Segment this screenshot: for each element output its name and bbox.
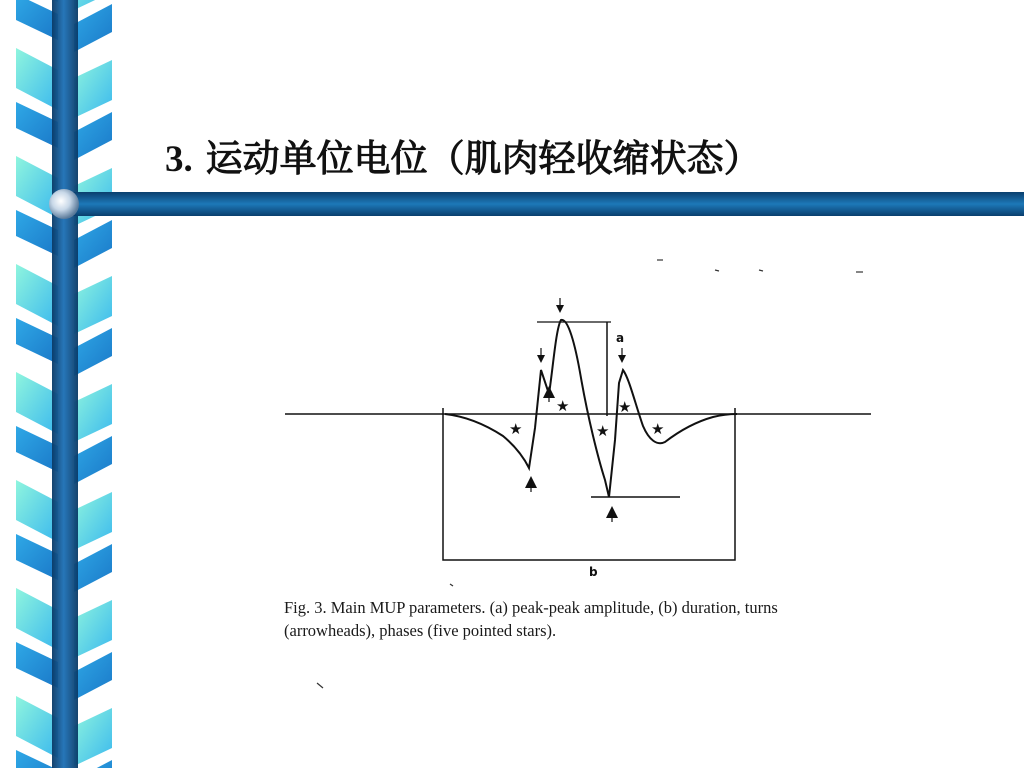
- phase-star-icon: ★: [509, 420, 523, 438]
- phase-star-icon: ★: [618, 398, 632, 416]
- title-underline-bar: [0, 0, 1024, 230]
- phase-star-icon: ★: [556, 397, 570, 415]
- mup-waveform: [445, 320, 737, 497]
- figure-caption-line2: (arrowheads), phases (five pointed stars).: [284, 621, 557, 640]
- slide-title: [165, 128, 761, 182]
- slide-title-number: 3.: [165, 139, 193, 180]
- duration-bracket: [443, 408, 735, 560]
- phase-star-icon: ★: [596, 422, 610, 440]
- bullet-ball-icon: [49, 189, 79, 219]
- figure-caption-line1: Fig. 3. Main MUP parameters. (a) peak-peak amplitude, (b) duration, turns: [284, 598, 778, 617]
- slide-title-text: 运动单位电位（肌肉轻收缩状态）: [205, 136, 761, 180]
- figure-caption: [284, 596, 904, 642]
- label-a: a: [616, 331, 625, 345]
- mup-waveform-figure: [163, 218, 931, 748]
- label-b: b: [589, 565, 598, 579]
- phase-star-icon: ★: [651, 420, 665, 438]
- figure-panel: [163, 218, 931, 748]
